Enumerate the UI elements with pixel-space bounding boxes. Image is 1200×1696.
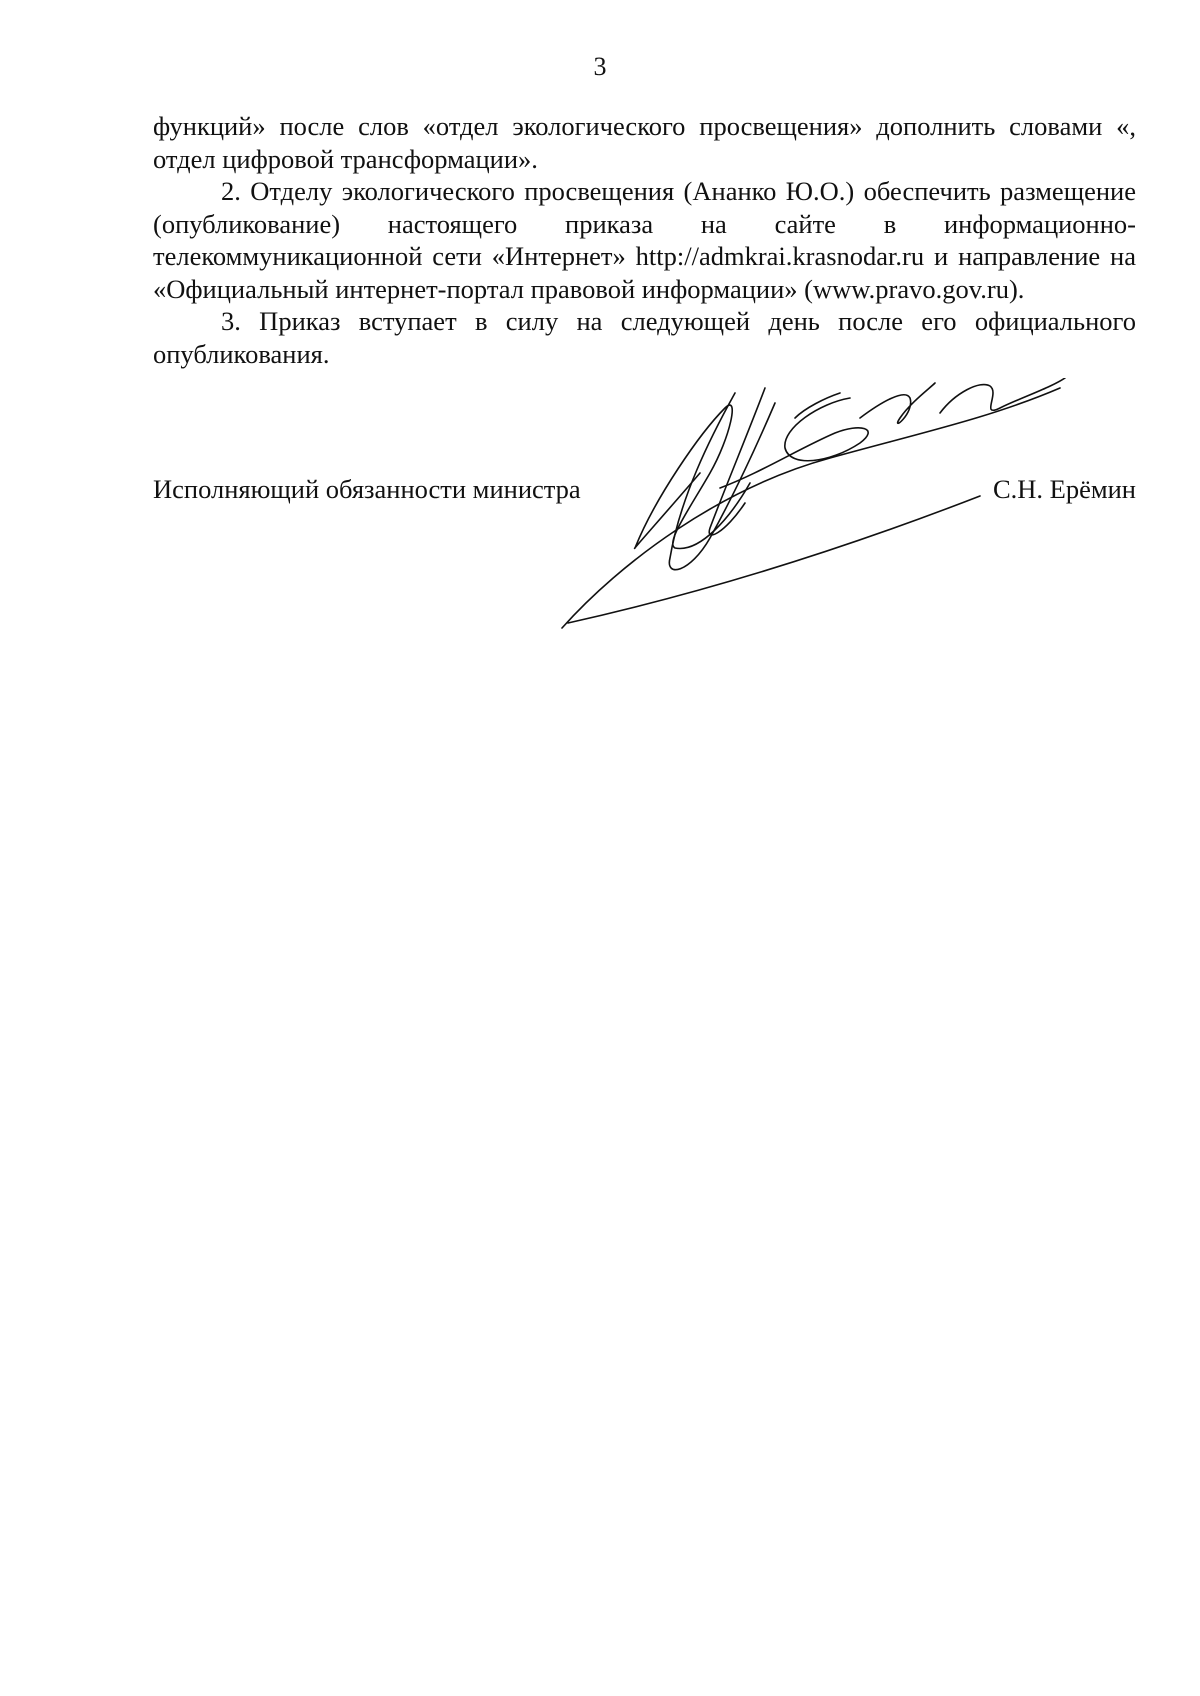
document-body <box>153 110 1136 370</box>
paragraph-item-3: 3. Приказ вступает в силу на следующей день после его официального опубликования. <box>153 306 1136 369</box>
signatory-title: Исполняющий обязанности министра <box>153 474 581 504</box>
page-number: 3 <box>593 52 607 81</box>
paragraph-continuation: функций» после слов «отдел экологического просвещения» дополнить словами «, отдел цифровой трансформации». <box>153 111 1136 174</box>
paragraph-item-2: 2. Отделу экологического просвещения (Ананко Ю.О.) обеспечить размещение (опубликование) настоящего приказа на сайте в информационно-телекоммуникационной сети «Интернет» http://admkrai.krasnodar.ru и направление на «Официальный интернет-портал правовой информации» (www.pravo.gov.ru). <box>153 176 1136 304</box>
handwritten-signature-icon <box>560 378 1160 688</box>
signatory-name: С.Н. Ерёмин <box>992 474 1136 504</box>
